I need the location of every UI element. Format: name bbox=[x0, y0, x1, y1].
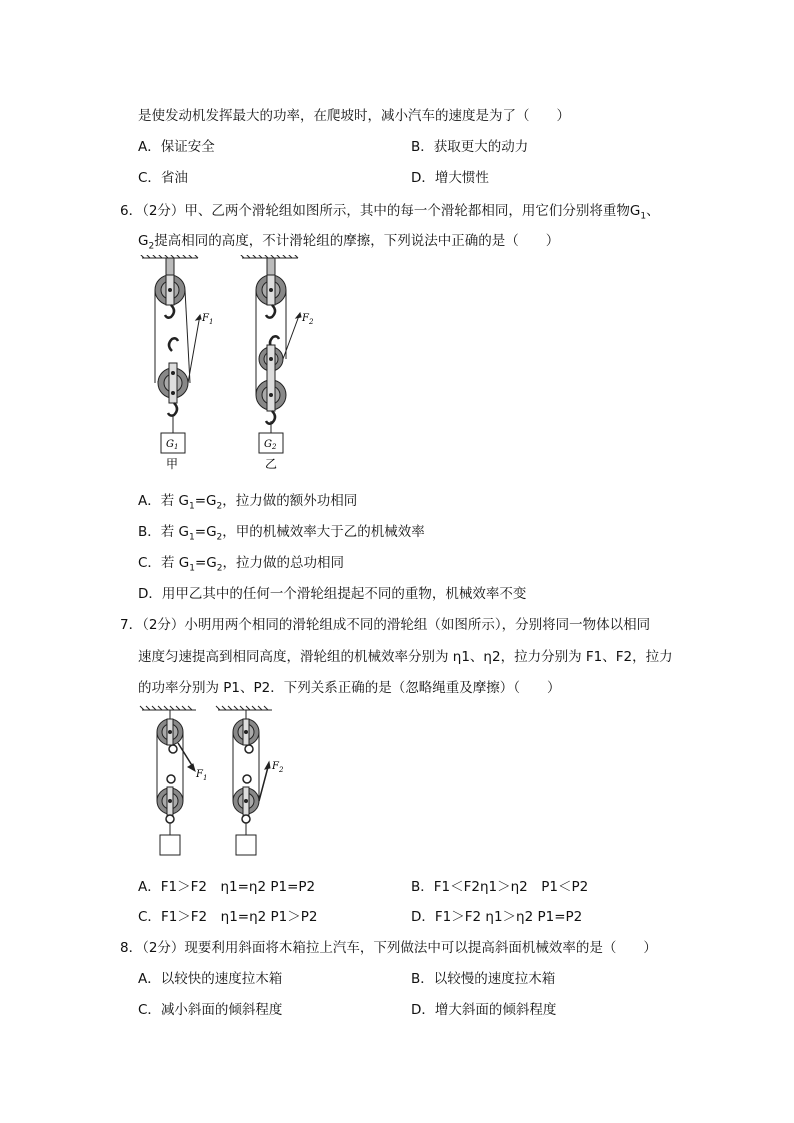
q8-stem-line1: 8．（2分）现要利用斜面将木箱拉上汽车，下列做法中可以提高斜面机械效率的是（ ） bbox=[120, 940, 657, 956]
q5-option-d: D．增大惯性 bbox=[411, 170, 489, 186]
q7-stem-line3: 的功率分别为 P1、P2．下列关系正确的是（忽略绳重及摩擦）（ ） bbox=[138, 680, 561, 696]
q5-option-c: C．省油 bbox=[138, 170, 188, 186]
q6-pulley-figure bbox=[138, 255, 328, 475]
q6-caption-yi: 乙 bbox=[265, 457, 278, 471]
q7-force-f2-label: $F_2$ bbox=[272, 761, 284, 774]
q6-option-c: C．若 $G_1=G_2$，拉力做的总功相同 bbox=[138, 555, 344, 574]
q6-force-f2-label: $F_2$ bbox=[302, 313, 314, 326]
q7-option-c: C．F1＞F2 η1=η2 P1＞P2 bbox=[138, 909, 318, 925]
q7-pulley-figure bbox=[138, 705, 308, 860]
q7-option-b: B．F1＜F2η1＞η2 P1＜P2 bbox=[411, 879, 589, 895]
svg-text:G2: $G_2$ bbox=[264, 439, 277, 451]
q6-option-a: A．若 $G_1=G_2$，拉力做的额外功相同 bbox=[138, 493, 358, 512]
svg-text:G1: $G_1$ bbox=[166, 439, 179, 451]
q7-weight-right bbox=[236, 835, 256, 855]
q7-option-d: D．F1＞F2 η1＞η2 P1=P2 bbox=[411, 909, 583, 925]
q8-option-d: D．增大斜面的倾斜程度 bbox=[411, 1002, 557, 1018]
q5-option-b: B．获取更大的动力 bbox=[411, 139, 529, 155]
q7-weight-left bbox=[160, 835, 180, 855]
q7-stem-line2: 速度匀速提高到相同高度，滑轮组的机械效率分别为 η1、η2，拉力分别为 F1、F2，拉力 bbox=[138, 649, 673, 665]
q7-option-a: A．F1＞F2 η1=η2 P1=P2 bbox=[138, 879, 316, 895]
q5-option-a: A．保证安全 bbox=[138, 139, 215, 155]
q5-stem-tail: 是使发动机发挥最大的功率，在爬坡时，减小汽车的速度是为了（ ） bbox=[138, 108, 570, 124]
q7-force-f1-label: $F_1$ bbox=[196, 769, 208, 782]
q6-force-f1-label: $F_1$ bbox=[202, 313, 214, 326]
q7-stem-line1: 7．（2分）小明用两个相同的滑轮组成不同的滑轮组（如图所示），分别将同一物体以相同 bbox=[120, 617, 651, 633]
q8-option-c: C．减小斜面的倾斜程度 bbox=[138, 1002, 283, 1018]
q8-option-a: A．以较快的速度拉木箱 bbox=[138, 971, 283, 987]
q6-stem-line2: $G_2$提高相同的高度，不计滑轮组的摩擦，下列说法中正确的是（ ） bbox=[138, 233, 560, 252]
q8-option-b: B．以较慢的速度拉木箱 bbox=[411, 971, 556, 987]
q6-option-d: D．用甲乙其中的任何一个滑轮组提起不同的重物，机械效率不变 bbox=[138, 586, 527, 602]
q6-stem-line1: 6．（2分）甲、乙两个滑轮组如图所示，其中的每一个滑轮都相同，用它们分别将重物$G_1$、 bbox=[120, 203, 660, 222]
q6-option-b: B．若 $G_1=G_2$，甲的机械效率大于乙的机械效率 bbox=[138, 524, 425, 543]
q6-caption-jia: 甲 bbox=[166, 457, 179, 471]
